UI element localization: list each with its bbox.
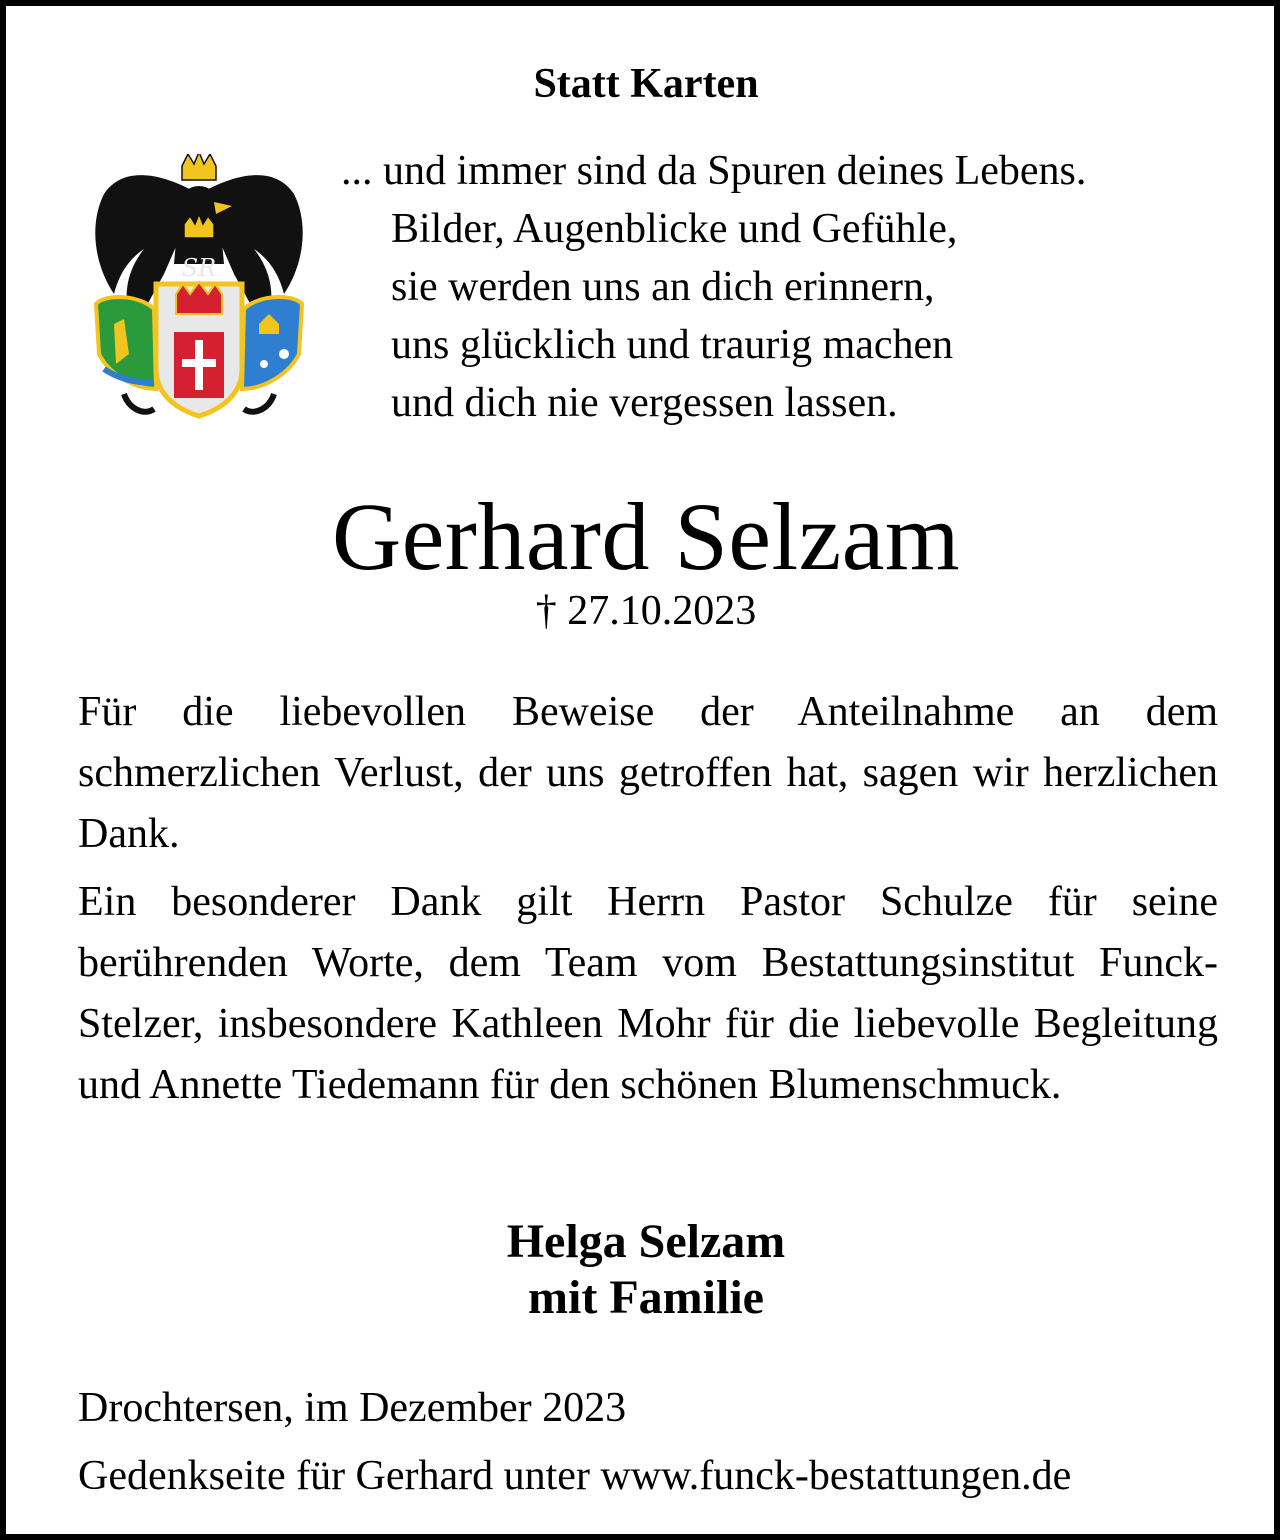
svg-text:SR: SR: [181, 254, 217, 282]
poem: [341, 142, 1261, 432]
header-title: Statt Karten: [533, 61, 759, 107]
special-thanks-paragraph: Ein besonderer Dank gilt Herrn Pastor Schulze für seine berührenden Worte, dem Team vom Bestattungsinstitut Funck-Stelzer, insbesondere Kathleen Mohr für die liebevolle Begleitung und Annette Tiedemann für den schönen Blumenschmuck.: [78, 879, 1218, 1108]
memorial-note: Gedenkseite für Gerhard unter www.funck-bestattungen.de: [78, 1453, 1072, 1499]
place-date: Drochtersen, im Dezember 2023: [78, 1385, 627, 1431]
poem-line: und dich nie vergessen lassen.: [391, 380, 898, 426]
deceased-name: Gerhard Selzam: [331, 483, 961, 590]
poem-line: uns glücklich und traurig machen: [391, 322, 954, 368]
signature-name: Helga Selzam: [506, 1215, 786, 1268]
thanks-paragraph: Für die liebevollen Beweise der Anteilnahme an dem schmerzlichen Verlust, der uns getroffen hat, sagen wir herzlichen Dank.: [78, 689, 1218, 857]
signature-family: mit Familie: [528, 1271, 764, 1324]
poem-line: sie werden uns an dich erinnern,: [391, 264, 935, 310]
poem-line: ... und immer sind da Spuren deines Lebens.: [341, 148, 1087, 194]
death-date: † 27.10.2023: [535, 588, 757, 634]
poem-line: Bilder, Augenblicke und Gefühle,: [391, 206, 958, 252]
signature: [6, 1214, 1280, 1326]
coat-of-arms-icon: [84, 154, 314, 424]
